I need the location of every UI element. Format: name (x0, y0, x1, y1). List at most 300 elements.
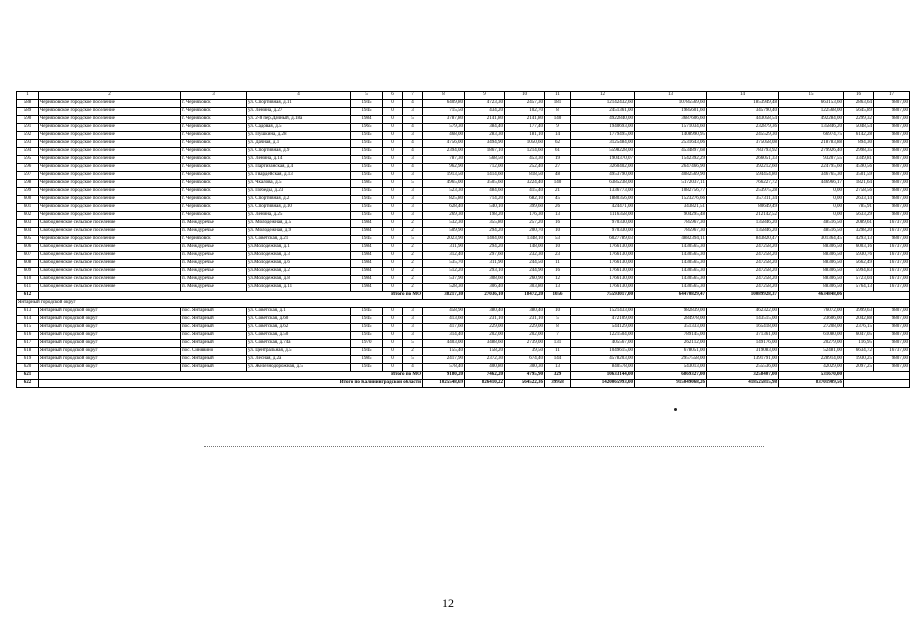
table-cell: 300,30 (505, 364, 545, 372)
table-cell: 1430565,30 (635, 260, 707, 268)
table-cell: 9807,00 (874, 212, 910, 220)
table-cell: 5 (403, 180, 423, 188)
table-cell: 9807,00 (874, 188, 910, 196)
table-cell: Свободненское сельское поселение (39, 268, 181, 276)
table-cell: 7 (545, 332, 571, 340)
table-cell: Итого по МО (39, 292, 423, 300)
table-cell: 16737,00 (874, 284, 910, 292)
table-cell: 564522,36 (505, 380, 545, 388)
table-cell: 579,30 (423, 124, 465, 132)
table-cell: 229,00 (465, 324, 505, 332)
table-cell: 840578,00 (571, 364, 635, 372)
table-cell: ул. 2-й пер.Дачный, д.18а (247, 116, 351, 124)
table-cell: 2 (403, 244, 423, 252)
table-cell: 232879,36 (707, 124, 779, 132)
table-cell: 5 (403, 356, 423, 364)
table-cell: 1985 (351, 180, 383, 188)
table-cell: 4 (403, 100, 423, 108)
table-cell: ул. Партизанская, д.4 (247, 164, 351, 172)
table-cell: 568,50 (465, 156, 505, 164)
table-cell: 4723,30 (465, 100, 505, 108)
table-cell: Черняховское городское поселение (39, 100, 181, 108)
table-cell: 5 (403, 236, 423, 244)
table-cell: 606 (17, 244, 39, 252)
table-cell: 2957558,00 (635, 356, 707, 364)
table-cell: 715,50 (423, 108, 465, 116)
table-cell: 1945 (351, 308, 383, 316)
table-cell: Черняховское городское поселение (39, 164, 181, 172)
table-cell: 1945 (351, 204, 383, 212)
table-cell: 5 (403, 116, 423, 124)
table-cell: 6003,16 (844, 244, 874, 252)
table-cell: п. Междуречье (181, 276, 247, 284)
table-cell: 384,40 (465, 124, 505, 132)
table-cell: 1056 (545, 292, 571, 300)
table-cell: 9807,00 (874, 332, 910, 340)
table-cell: 0 (383, 348, 403, 356)
table-cell: 523,30 (423, 188, 465, 196)
table-cell: 9807,00 (874, 236, 910, 244)
table-cell: 284978,00 (635, 316, 707, 324)
table-cell: 148,00 (505, 244, 545, 252)
table-cell (844, 380, 910, 388)
table-cell: 597 (17, 172, 39, 180)
table-cell: 6 (383, 92, 403, 100)
table-cell: 218783,88 (779, 140, 844, 148)
table-cell: 1391791,00 (707, 356, 779, 364)
table-cell: 9807,00 (874, 196, 910, 204)
table-cell: ул. Советская, д.62 (247, 324, 351, 332)
table-cell: 605 (17, 236, 39, 244)
table-cell: 4922840,00 (571, 116, 635, 124)
table-cell: 615 (17, 324, 39, 332)
table-cell: 165418,00 (707, 324, 779, 332)
table-row (17, 260, 910, 268)
table-cell: 714,20 (465, 196, 505, 204)
table-cell: 88306,50 (779, 260, 844, 268)
table-cell: 678051,00 (635, 348, 707, 356)
table-cell: 3999,63 (844, 308, 874, 316)
table-cell: 619 (17, 356, 39, 364)
table-cell: 8 (423, 92, 465, 100)
table-cell: 1766130,00 (571, 244, 635, 252)
table-cell: ул. Дачная, д.1 (247, 140, 351, 148)
table-cell: г. Черняховск (181, 164, 247, 172)
page-number: 12 (442, 596, 454, 610)
table-cell: 1984 (351, 116, 383, 124)
table-cell: 766227,72 (707, 180, 779, 188)
table-cell: 2998,35 (844, 148, 874, 156)
table-cell: 9807,00 (874, 356, 910, 364)
table-cell: 592 (17, 132, 39, 140)
table-cell: 16 (545, 220, 571, 228)
table-cell: 247258,20 (707, 260, 779, 268)
table-cell: Черняховское городское поселение (39, 180, 181, 188)
table-cell: Черняховское городское поселение (39, 212, 181, 220)
table-cell: 0 (383, 332, 403, 340)
table-cell: 1945 (351, 196, 383, 204)
table-cell: 229,00 (505, 324, 545, 332)
table-cell: 509,90 (423, 228, 465, 236)
table-cell: 2394,00 (423, 148, 465, 156)
table-cell: 181,10 (505, 132, 545, 140)
table-cell: 512,20 (423, 268, 465, 276)
table-cell: Свободненское сельское поселение (39, 228, 181, 236)
table-cell: 1945 (351, 332, 383, 340)
table-cell: 312,40 (423, 252, 465, 260)
table-row (17, 124, 910, 132)
table-cell: 2 (39, 92, 181, 100)
table-cell: 1430565,30 (635, 244, 707, 252)
table-cell: 1945 (351, 140, 383, 148)
table-cell: 6142,28 (844, 132, 874, 140)
table-cell: 1984 (351, 276, 383, 284)
table-cell: 0 (383, 268, 403, 276)
table-cell: 9807,00 (874, 364, 910, 372)
table-row (17, 196, 910, 204)
table-cell: 247258,20 (707, 276, 779, 284)
table-cell: 712,00 (465, 164, 505, 172)
table-cell: Свободненское сельское поселение (39, 252, 181, 260)
total-row-mo (17, 372, 910, 380)
table-cell: 9807,00 (874, 204, 910, 212)
stray-dot (674, 408, 677, 411)
table-cell: 601 (17, 204, 39, 212)
table-cell: ул. Спортивная, д.2 (247, 196, 351, 204)
table-cell: 319083,00 (707, 348, 779, 356)
table-cell: 1984 (351, 220, 383, 228)
table-cell: ул. Спортивная, д.11 (247, 100, 351, 108)
table-cell: 400,80 (465, 364, 505, 372)
table-cell: 590 (17, 116, 39, 124)
table-cell: 1542392,29 (635, 156, 707, 164)
table-cell: 140 (545, 180, 571, 188)
table-cell: пос. Янтарный (181, 316, 247, 324)
table-cell: 544129,00 (571, 324, 635, 332)
table-cell: Черняховское городское поселение (39, 116, 181, 124)
table-cell: ул. Железнодорожная, д.5 (247, 364, 351, 372)
table-row (17, 268, 910, 276)
table-cell: 140 (545, 116, 571, 124)
table-cell: 2141,80 (505, 116, 545, 124)
table-cell: 308,60 (465, 276, 505, 284)
table-cell: 818,50 (505, 172, 545, 180)
table-cell: 618 (17, 348, 39, 356)
table-cell: 224795,60 (779, 164, 844, 172)
table-cell: 5172037,11 (635, 180, 707, 188)
table-cell: 9807,00 (874, 180, 910, 188)
table-cell: 415,40 (505, 188, 545, 196)
table-cell: 9807,00 (874, 164, 910, 172)
table-cell: 1420065993,00 (571, 380, 635, 388)
table-cell: ул. Чкалова, д.5 (247, 180, 351, 188)
table-row (17, 244, 910, 252)
table-cell: 53 (545, 236, 571, 244)
table-cell: 351333,00 (635, 324, 707, 332)
table-cell: 177,40 (505, 124, 545, 132)
table-cell: ул. Ленина, д.27 (247, 108, 351, 116)
table-cell: 27036,10 (465, 292, 505, 300)
table-cell: 1523276,66 (635, 196, 707, 204)
table-cell: 48516,50 (779, 228, 844, 236)
table-cell: 7 (403, 92, 423, 100)
table-cell: 9 (545, 124, 571, 132)
table-cell: 2 (403, 252, 423, 260)
table-cell: 1945 (351, 364, 383, 372)
table-cell: 3 (403, 212, 423, 220)
table-cell: г. Черняховск (181, 188, 247, 196)
table-cell: 38217,30 (423, 292, 465, 300)
table-cell: ул. Молодежная, д.5 (247, 220, 351, 228)
table-cell: 135846,20 (707, 220, 779, 228)
table-cell: 4953790,00 (571, 172, 635, 180)
table-cell: пос. Янтарный (181, 364, 247, 372)
table-cell: 48 (545, 172, 571, 180)
table-cell: 620 (17, 364, 39, 372)
table-cell: 27 (545, 164, 571, 172)
table-cell: пос. Янтарный (181, 356, 247, 364)
table-cell: 2417,90 (423, 356, 465, 364)
table-cell: 88306,50 (779, 244, 844, 252)
table-cell: Итого по МО (39, 372, 423, 380)
table-cell: 2141,80 (465, 116, 505, 124)
table-cell: 9807,00 (874, 156, 910, 164)
table-cell: 0,00 (779, 196, 844, 204)
table-row (17, 204, 910, 212)
table-cell: 61080,00 (779, 332, 844, 340)
table-cell: 3 (403, 204, 423, 212)
table-cell: 3 (403, 156, 423, 164)
table-cell: 2376,15 (844, 324, 874, 332)
table-cell: 468,00 (423, 132, 465, 140)
table-cell: 355,80 (465, 220, 505, 228)
table-cell: 52481,00 (779, 348, 844, 356)
table-cell: 4590,56 (844, 164, 874, 172)
table-cell: 21 (545, 188, 571, 196)
table-cell: Янтарный городской округ (39, 316, 181, 324)
table-row (17, 116, 910, 124)
table-cell: 3501,59 (844, 172, 874, 180)
table-cell: 8 (545, 108, 571, 116)
table-cell: 0 (383, 212, 403, 220)
table-cell: 244,50 (505, 260, 545, 268)
table-cell: Черняховское городское поселение (39, 236, 181, 244)
table-cell: 5994,83 (844, 268, 874, 276)
table-cell: Свободненское сельское поселение (39, 260, 181, 268)
table-cell: 1913,50 (423, 172, 465, 180)
table-cell: 5645,89 (844, 108, 874, 116)
table-cell: 255536,00 (707, 364, 779, 372)
table-cell: 1116358,00 (571, 212, 635, 220)
table-cell: 2 (403, 268, 423, 276)
table-cell: 424471,00 (571, 204, 635, 212)
table-cell: 155,40 (423, 348, 465, 356)
table-cell: п. Междуречье (181, 228, 247, 236)
table-cell: 9807,00 (874, 316, 910, 324)
table-cell: 1025548,69 (423, 380, 465, 388)
table-cell: ул. Советская, д.60 (247, 316, 351, 324)
table-cell: 789145,00 (635, 332, 707, 340)
table-cell: п. Междуречье (181, 220, 247, 228)
table-cell: 4403,00 (423, 340, 465, 348)
table-cell: 1945 (351, 236, 383, 244)
table-cell: Янтарный городской округ (39, 332, 181, 340)
table-cell: 595 (17, 156, 39, 164)
table-cell: 0 (383, 316, 403, 324)
table-cell: 6385238,00 (571, 180, 635, 188)
table-cell: 0 (383, 324, 403, 332)
table-cell: 26 (545, 204, 571, 212)
table-cell: г. Черняховск (181, 156, 247, 164)
table-cell: 596 (17, 164, 39, 172)
table-cell: 23 (545, 252, 571, 260)
table-row (17, 364, 910, 372)
table-cell: 1945 (351, 132, 383, 140)
table-cell: 617 (17, 340, 39, 348)
table-cell: 3488,60 (465, 340, 505, 348)
table-cell: 614 (17, 316, 39, 324)
table-cell: 297,60 (465, 252, 505, 260)
table-cell: п. Междуречье (181, 284, 247, 292)
table-row (17, 100, 910, 108)
table-cell: 345790,40 (707, 108, 779, 116)
table-cell: 62 (545, 140, 571, 148)
table-body (17, 92, 910, 388)
table-cell: 1521433,00 (571, 308, 635, 316)
table-cell: 3260402,00 (571, 164, 635, 172)
table-cell: 39958 (545, 380, 571, 388)
table-cell: 1984 (351, 284, 383, 292)
table-cell: 1880356,00 (571, 196, 635, 204)
table-cell: г. Черняховск (181, 148, 247, 156)
table-cell: 1766130,00 (571, 252, 635, 260)
table-cell: 5633,29 (844, 212, 874, 220)
table-cell: 894,30 (844, 140, 874, 148)
table-cell: 3 (403, 172, 423, 180)
table-cell: 0 (383, 356, 403, 364)
table-cell: 245529,30 (707, 132, 779, 140)
table-cell: 9807,00 (874, 116, 910, 124)
table-cell: 1779495,00 (571, 132, 635, 140)
table-cell: 594454,80 (707, 172, 779, 180)
table-cell: 306,40 (465, 284, 505, 292)
table-cell: 4795,90 (505, 372, 545, 380)
table-cell: 1430565,30 (635, 268, 707, 276)
table-cell: 343821,51 (635, 204, 707, 212)
table-cell: 0 (383, 132, 403, 140)
table-cell: 314,40 (423, 332, 465, 340)
table-cell: 380,40 (465, 308, 505, 316)
table-cell: 962,90 (423, 164, 465, 172)
table-cell: 375058,08 (707, 140, 779, 148)
table-cell: пос. Синявино (181, 348, 247, 356)
table-cell: 10 (505, 92, 545, 100)
table-cell: 13 (545, 364, 571, 372)
table-cell: 9807,00 (874, 132, 910, 140)
table-cell: 2299,32 (844, 116, 874, 124)
table-cell: 600 (17, 196, 39, 204)
table-cell: 1049615,00 (571, 348, 635, 356)
table-cell: 535,70 (423, 260, 465, 268)
table-cell: 970330,00 (571, 228, 635, 236)
table-cell: 48516,50 (779, 220, 844, 228)
table-cell: 0 (383, 196, 403, 204)
table-cell: Свободненское сельское поселение (39, 244, 181, 252)
table-cell: 202,00 (465, 332, 505, 340)
table-cell: 1984 (351, 268, 383, 276)
table-cell: 2023,90 (423, 236, 465, 244)
table-cell: 116,95 (844, 340, 874, 348)
table-cell: 2 (403, 220, 423, 228)
table-row (17, 132, 910, 140)
table-row (17, 220, 910, 228)
table-cell: 13 (635, 92, 707, 100)
table-cell: 0 (383, 220, 403, 228)
table-row (17, 356, 910, 364)
table-cell: 16737,00 (874, 220, 910, 228)
table-cell: 0 (383, 204, 403, 212)
table-cell: 785967,30 (635, 220, 707, 228)
table-cell: 2 (403, 284, 423, 292)
table-cell: 294,20 (465, 228, 505, 236)
table-cell: 1984 (351, 252, 383, 260)
table-cell: 10785569,60 (635, 100, 707, 108)
table-cell: 176,30 (505, 212, 545, 220)
table-cell: 915049068,26 (635, 380, 707, 388)
table-cell: 1430565,30 (635, 276, 707, 284)
table-cell: 970330,00 (571, 220, 635, 228)
table-cell: 371361,00 (707, 332, 779, 340)
table-cell: 6634,72 (844, 348, 874, 356)
table-cell: 609 (17, 268, 39, 276)
table-row (17, 308, 910, 316)
table-cell: 0 (383, 108, 403, 116)
table-cell: 10 (545, 228, 571, 236)
table-cell: 16737,00 (874, 244, 910, 252)
table-cell: 1945 (351, 172, 383, 180)
table-cell: 1766130,00 (571, 268, 635, 276)
table-row (17, 108, 910, 116)
grand-total-row (17, 380, 910, 388)
table-cell: г. Черняховск (181, 212, 247, 220)
table-cell: 1853949,48 (707, 100, 779, 108)
table-cell: ул. Ленина, д.14 (247, 156, 351, 164)
table-cell: 1940693,00 (571, 124, 635, 132)
table-row (17, 164, 910, 172)
table-cell: 13 (545, 212, 571, 220)
table-cell: 11 (545, 92, 571, 100)
table-cell: 588 (17, 100, 39, 108)
table-cell: 3687606,60 (635, 116, 707, 124)
table-row (17, 324, 910, 332)
table-cell: 603 (17, 220, 39, 228)
table-cell: 413,60 (423, 316, 465, 324)
table-cell: 269,30 (423, 212, 465, 220)
table-cell: 0 (383, 236, 403, 244)
table-cell: 392212,60 (707, 164, 779, 172)
table-cell: 1404,00 (465, 236, 505, 244)
table-cell: 531670,00 (779, 372, 844, 380)
table-cell: 613 (17, 308, 39, 316)
table-sheet (16, 91, 908, 388)
total-row-mo (17, 292, 910, 300)
table-cell: 14 (545, 132, 571, 140)
table-cell: 4 (403, 140, 423, 148)
table-cell: 611 (17, 284, 39, 292)
table-cell: 9807,00 (874, 124, 910, 132)
table-cell: 783793,92 (707, 148, 779, 156)
table-cell: пос. Янтарный (181, 308, 247, 316)
